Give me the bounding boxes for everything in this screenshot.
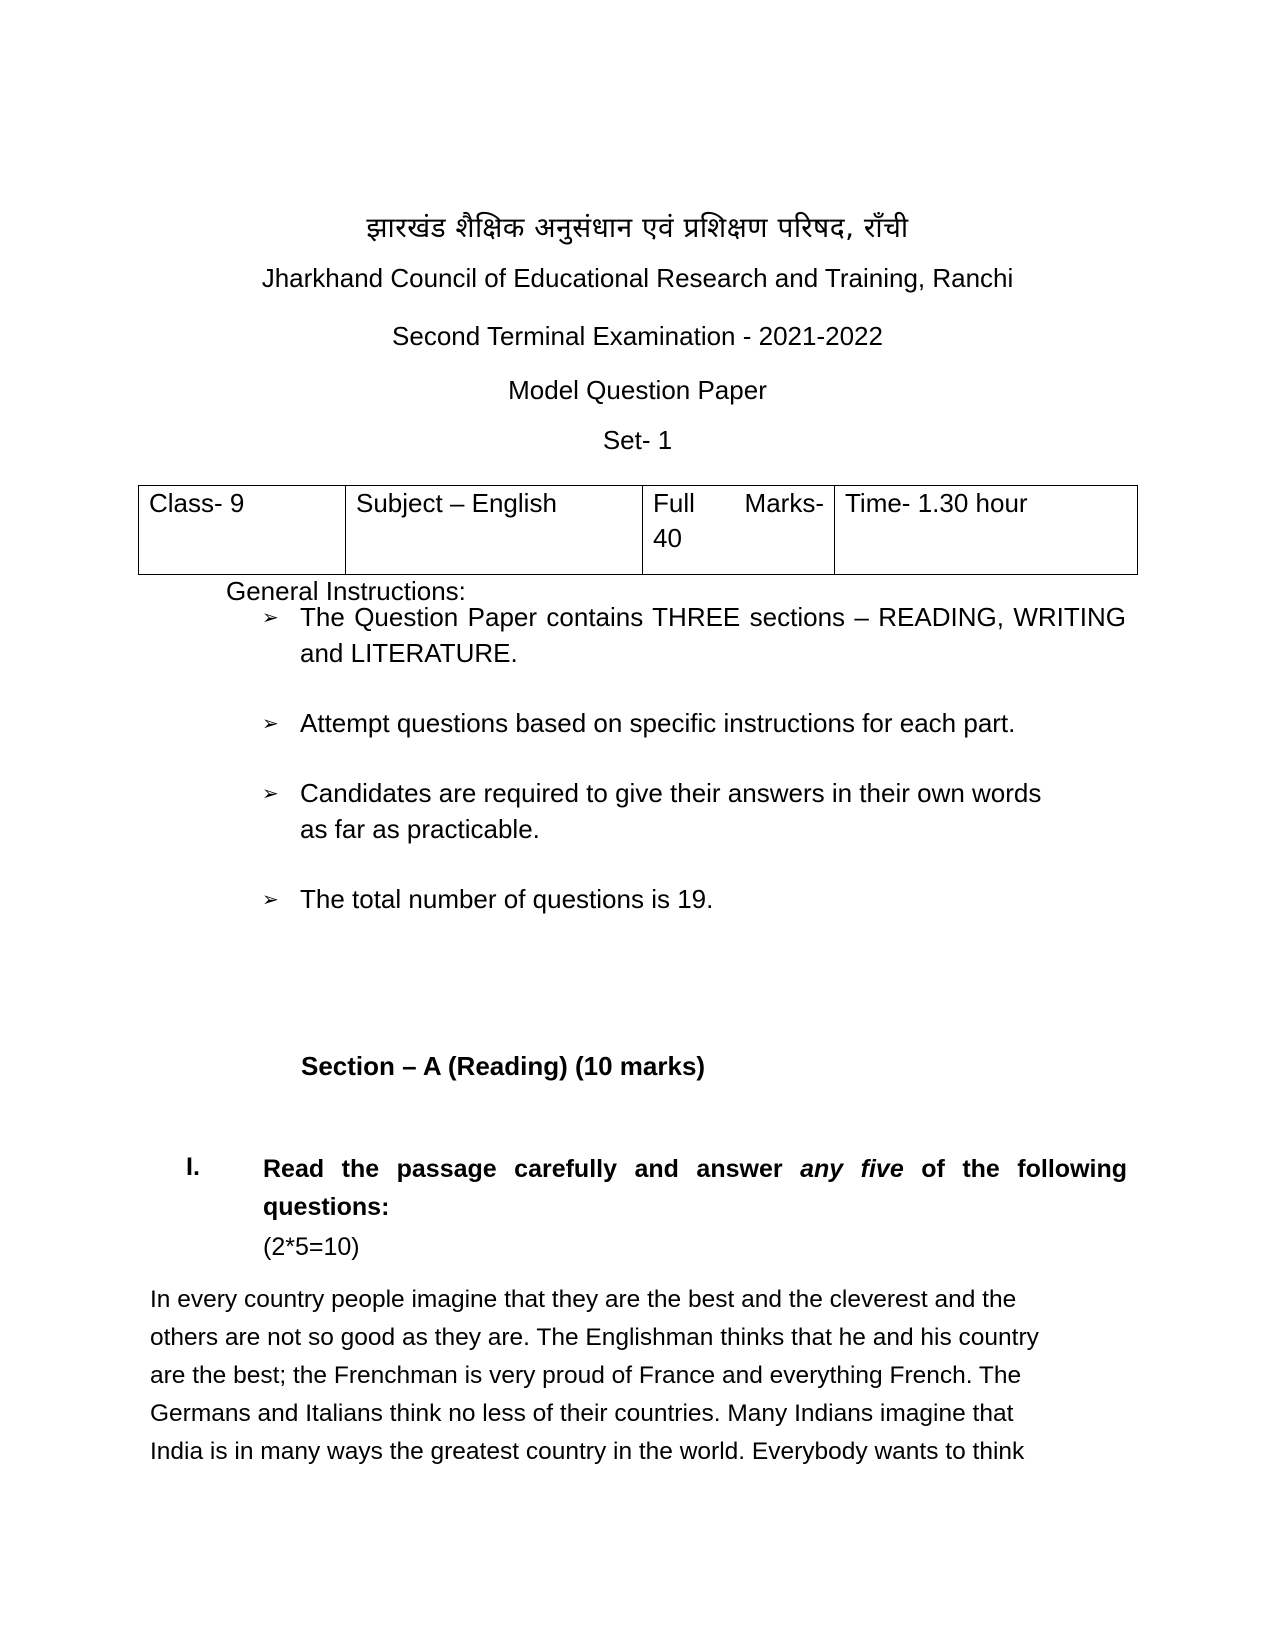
arrow-bullet-icon: ➢ — [262, 605, 279, 629]
instruction-item — [262, 881, 1126, 917]
passage-line: are the best; the Frenchman is very proud of France and everything French. The — [150, 1362, 1022, 1389]
paper-type: Model Question Paper — [508, 375, 767, 405]
subject-cell: Subject – English — [346, 486, 643, 575]
question-text-part-2: of the following questions: — [263, 1155, 1128, 1221]
passage-line: India is in many ways the greatest country in the world. Everybody wants to think — [150, 1438, 1025, 1465]
question-number: I. — [186, 1153, 200, 1181]
instruction-item — [262, 775, 1062, 847]
time-cell: Time- 1.30 hour — [835, 486, 1138, 575]
set-number: Set- 1 — [602, 425, 673, 455]
question-marks: (2*5=10) — [263, 1233, 360, 1261]
full-marks-cell — [643, 486, 835, 575]
arrow-bullet-icon: ➢ — [262, 711, 279, 735]
instruction-text: The Question Paper contains THREE sections – READING, WRITING and LITERATURE. — [300, 602, 1126, 668]
council-name: Jharkhand Council of Educational Research and Training, Ranchi — [261, 263, 1014, 293]
full-marks-value: 40 — [653, 523, 682, 553]
passage-line: others are not so good as they are. The Englishman thinks that he and his country — [150, 1324, 1039, 1351]
full-marks-label: Full Marks- — [653, 488, 824, 518]
instruction-text: Attempt questions based on specific instructions for each part. — [300, 708, 1016, 738]
section-a-heading: Section – A (Reading) (10 marks) — [301, 1051, 706, 1081]
instruction-item — [262, 599, 1126, 671]
arrow-bullet-icon: ➢ — [262, 887, 279, 911]
exam-title: Second Terminal Examination - 2021-2022 — [392, 321, 883, 351]
class-cell: Class- 9 — [139, 486, 346, 575]
hindi-council-title: झारखंड शैक्षिक अनुसंधान एवं प्रशिक्षण परिषद, राँची — [366, 211, 909, 244]
reading-passage — [150, 1281, 1140, 1471]
passage-line: In every country people imagine that they are the best and the cleverest and the — [150, 1286, 1017, 1313]
instruction-text: Candidates are required to give their answers in their own words as far as practicable. — [300, 778, 1042, 844]
exam-info-row — [139, 486, 1138, 575]
question-text-part-1: Read the passage carefully and answer — [263, 1155, 783, 1183]
question-instruction — [263, 1150, 1127, 1226]
instruction-text: The total number of questions is 19. — [300, 884, 714, 914]
arrow-bullet-icon: ➢ — [262, 781, 279, 805]
instruction-item — [262, 705, 1126, 741]
passage-line: Germans and Italians think no less of their countries. Many Indians imagine that — [150, 1400, 1014, 1427]
question-emphasis: any five — [800, 1155, 904, 1183]
general-instructions-heading: General Instructions: — [226, 576, 466, 606]
exam-info-table — [138, 485, 1138, 575]
